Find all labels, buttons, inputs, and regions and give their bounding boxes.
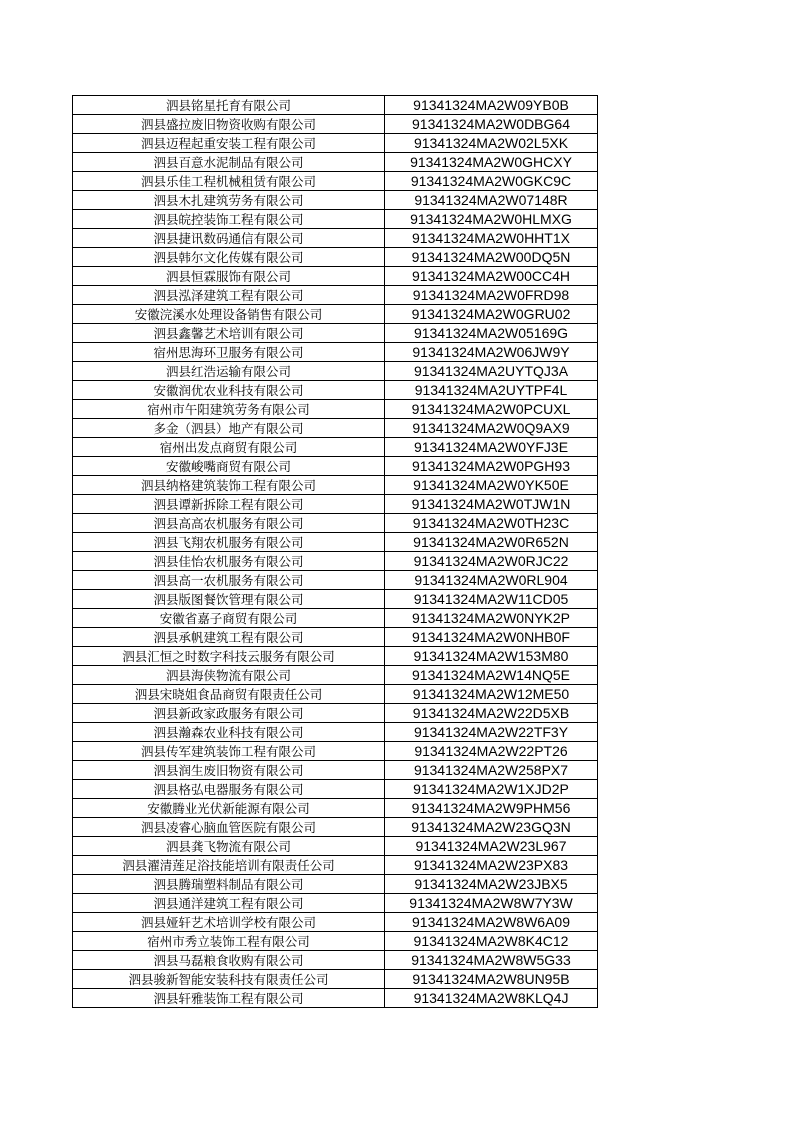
credit-code-cell: 91341324MA2W22D5XB xyxy=(385,704,598,723)
table-body xyxy=(73,96,598,1008)
company-name-cell: 泗县恒霖服饰有限公司 xyxy=(73,267,385,286)
table-row xyxy=(73,134,598,153)
table-row xyxy=(73,666,598,685)
company-name-cell: 泗县凌睿心脑血管医院有限公司 xyxy=(73,818,385,837)
company-name-cell: 宿州思海环卫服务有限公司 xyxy=(73,343,385,362)
table-row xyxy=(73,818,598,837)
credit-code-cell: 91341324MA2W11CD05 xyxy=(385,590,598,609)
credit-code-cell: 91341324MA2W0Q9AX9 xyxy=(385,419,598,438)
table-row xyxy=(73,989,598,1008)
table-row xyxy=(73,742,598,761)
credit-code-cell: 91341324MA2W8W6A09 xyxy=(385,913,598,932)
credit-code-cell: 91341324MA2W23PX83 xyxy=(385,856,598,875)
table-row xyxy=(73,609,598,628)
table-row xyxy=(73,172,598,191)
company-name-cell: 泗县皖控装饰工程有限公司 xyxy=(73,210,385,229)
company-name-cell: 泗县飞翔农机服务有限公司 xyxy=(73,533,385,552)
table-row xyxy=(73,856,598,875)
table-row xyxy=(73,837,598,856)
credit-code-cell: 91341324MA2W00DQ5N xyxy=(385,248,598,267)
company-name-cell: 泗县新政家政服务有限公司 xyxy=(73,704,385,723)
table-row xyxy=(73,191,598,210)
company-name-cell: 宿州出发点商贸有限公司 xyxy=(73,438,385,457)
credit-code-cell: 91341324MA2W14NQ5E xyxy=(385,666,598,685)
table-row xyxy=(73,799,598,818)
credit-code-cell: 91341324MA2W0HHT1X xyxy=(385,229,598,248)
credit-code-cell: 91341324MA2W06JW9Y xyxy=(385,343,598,362)
credit-code-cell: 91341324MA2W0RL904 xyxy=(385,571,598,590)
table-row xyxy=(73,229,598,248)
company-name-cell: 泗县泓泽建筑工程有限公司 xyxy=(73,286,385,305)
company-name-cell: 泗县龚飞物流有限公司 xyxy=(73,837,385,856)
table-row xyxy=(73,324,598,343)
table-row xyxy=(73,780,598,799)
credit-code-cell: 91341324MA2W09YB0B xyxy=(385,96,598,115)
company-name-cell: 泗县格弘电器服务有限公司 xyxy=(73,780,385,799)
table-row xyxy=(73,419,598,438)
table-row xyxy=(73,305,598,324)
company-name-cell: 泗县乐佳工程机械租赁有限公司 xyxy=(73,172,385,191)
table-row xyxy=(73,267,598,286)
table-row xyxy=(73,153,598,172)
table-row xyxy=(73,400,598,419)
company-name-cell: 泗县承帆建筑工程有限公司 xyxy=(73,628,385,647)
company-name-cell: 多金（泗县）地产有限公司 xyxy=(73,419,385,438)
credit-code-cell: 91341324MA2W1XJD2P xyxy=(385,780,598,799)
company-name-cell: 泗县马磊粮食收购有限公司 xyxy=(73,951,385,970)
company-name-cell: 泗县韩尔文化传媒有限公司 xyxy=(73,248,385,267)
company-name-cell: 泗县高一农机服务有限公司 xyxy=(73,571,385,590)
credit-code-cell: 91341324MA2W02L5XK xyxy=(385,134,598,153)
credit-code-cell: 91341324MA2W22PT26 xyxy=(385,742,598,761)
company-name-cell: 泗县迈程起重安装工程有限公司 xyxy=(73,134,385,153)
company-name-cell: 泗县传军建筑装饰工程有限公司 xyxy=(73,742,385,761)
table-row xyxy=(73,761,598,780)
credit-code-cell: 91341324MA2W8K4C12 xyxy=(385,932,598,951)
company-name-cell: 泗县高高农机服务有限公司 xyxy=(73,514,385,533)
credit-code-cell: 91341324MA2W153M80 xyxy=(385,647,598,666)
company-name-cell: 泗县版图餐饮管理有限公司 xyxy=(73,590,385,609)
company-name-cell: 宿州市午阳建筑劳务有限公司 xyxy=(73,400,385,419)
table-row xyxy=(73,457,598,476)
table-row xyxy=(73,210,598,229)
credit-code-cell: 91341324MA2W0NHB0F xyxy=(385,628,598,647)
table-row xyxy=(73,932,598,951)
credit-code-cell: 91341324MA2W8UN95B xyxy=(385,970,598,989)
credit-code-cell: 91341324MA2UYTQJ3A xyxy=(385,362,598,381)
table-row xyxy=(73,571,598,590)
company-name-cell: 泗县鑫馨艺术培训有限公司 xyxy=(73,324,385,343)
credit-code-cell: 91341324MA2W07148R xyxy=(385,191,598,210)
table-row xyxy=(73,590,598,609)
company-name-cell: 泗县佳怡农机服务有限公司 xyxy=(73,552,385,571)
table-row xyxy=(73,704,598,723)
table-row xyxy=(73,685,598,704)
company-name-cell: 泗县润生废旧物资有限公司 xyxy=(73,761,385,780)
credit-code-cell: 91341324MA2W0GKC9C xyxy=(385,172,598,191)
company-name-cell: 泗县腾瑞塑料制品有限公司 xyxy=(73,875,385,894)
credit-code-cell: 91341324MA2W05169G xyxy=(385,324,598,343)
credit-code-cell: 91341324MA2W23GQ3N xyxy=(385,818,598,837)
company-name-cell: 泗县娅轩艺术培训学校有限公司 xyxy=(73,913,385,932)
company-name-cell: 泗县通洋建筑工程有限公司 xyxy=(73,894,385,913)
company-name-cell: 泗县红浩运输有限公司 xyxy=(73,362,385,381)
credit-code-cell: 91341324MA2W0HLMXG xyxy=(385,210,598,229)
credit-code-cell: 91341324MA2W0TJW1N xyxy=(385,495,598,514)
company-name-cell: 宿州市秀立装饰工程有限公司 xyxy=(73,932,385,951)
credit-code-cell: 91341324MA2W0PCUXL xyxy=(385,400,598,419)
credit-code-cell: 91341324MA2UYTPF4L xyxy=(385,381,598,400)
table-row xyxy=(73,723,598,742)
credit-code-cell: 91341324MA2W258PX7 xyxy=(385,761,598,780)
company-name-cell: 安徽峻嘴商贸有限公司 xyxy=(73,457,385,476)
company-name-cell: 泗县骏新智能安装科技有限责任公司 xyxy=(73,970,385,989)
credit-code-cell: 91341324MA2W8KLQ4J xyxy=(385,989,598,1008)
credit-code-cell: 91341324MA2W12ME50 xyxy=(385,685,598,704)
company-registry-table xyxy=(72,95,598,1008)
company-name-cell: 泗县百意水泥制品有限公司 xyxy=(73,153,385,172)
credit-code-cell: 91341324MA2W0FRD98 xyxy=(385,286,598,305)
table-row xyxy=(73,913,598,932)
credit-code-cell: 91341324MA2W00CC4H xyxy=(385,267,598,286)
company-name-cell: 安徽省嘉子商贸有限公司 xyxy=(73,609,385,628)
company-name-cell: 泗县铭星托育有限公司 xyxy=(73,96,385,115)
company-name-cell: 安徽浣溪水处理设备销售有限公司 xyxy=(73,305,385,324)
credit-code-cell: 91341324MA2W8W5G33 xyxy=(385,951,598,970)
table-row xyxy=(73,951,598,970)
table-row xyxy=(73,552,598,571)
table-row xyxy=(73,970,598,989)
credit-code-cell: 91341324MA2W0NYK2P xyxy=(385,609,598,628)
company-name-cell: 泗县盛拉废旧物资收购有限公司 xyxy=(73,115,385,134)
credit-code-cell: 91341324MA2W0YFJ3E xyxy=(385,438,598,457)
credit-code-cell: 91341324MA2W0RJC22 xyxy=(385,552,598,571)
credit-code-cell: 91341324MA2W0PGH93 xyxy=(385,457,598,476)
company-name-cell: 泗县纳格建筑装饰工程有限公司 xyxy=(73,476,385,495)
credit-code-cell: 91341324MA2W23JBX5 xyxy=(385,875,598,894)
table-row xyxy=(73,115,598,134)
company-name-cell: 泗县海侠物流有限公司 xyxy=(73,666,385,685)
table-row xyxy=(73,875,598,894)
table-row xyxy=(73,438,598,457)
company-name-cell: 泗县汇恒之时数字科技云服务有限公司 xyxy=(73,647,385,666)
company-name-cell: 泗县木扎建筑劳务有限公司 xyxy=(73,191,385,210)
credit-code-cell: 91341324MA2W23L967 xyxy=(385,837,598,856)
company-name-cell: 泗县宋晓姐食品商贸有限责任公司 xyxy=(73,685,385,704)
company-name-cell: 泗县瀚森农业科技有限公司 xyxy=(73,723,385,742)
table-row xyxy=(73,628,598,647)
company-name-cell: 安徽润优农业科技有限公司 xyxy=(73,381,385,400)
table-row xyxy=(73,362,598,381)
table-row xyxy=(73,533,598,552)
credit-code-cell: 91341324MA2W0GHCXY xyxy=(385,153,598,172)
credit-code-cell: 91341324MA2W0R652N xyxy=(385,533,598,552)
credit-code-cell: 91341324MA2W0TH23C xyxy=(385,514,598,533)
table-row xyxy=(73,514,598,533)
table-row xyxy=(73,286,598,305)
table-row xyxy=(73,96,598,115)
company-name-cell: 泗县捷讯数码通信有限公司 xyxy=(73,229,385,248)
credit-code-cell: 91341324MA2W8W7Y3W xyxy=(385,894,598,913)
credit-code-cell: 91341324MA2W0YK50E xyxy=(385,476,598,495)
table-row xyxy=(73,495,598,514)
credit-code-cell: 91341324MA2W0GRU02 xyxy=(385,305,598,324)
company-name-cell: 安徽腾业光伏新能源有限公司 xyxy=(73,799,385,818)
credit-code-cell: 91341324MA2W9PHM56 xyxy=(385,799,598,818)
table-row xyxy=(73,476,598,495)
company-name-cell: 泗县谭新拆除工程有限公司 xyxy=(73,495,385,514)
table-row xyxy=(73,248,598,267)
table-row xyxy=(73,894,598,913)
company-name-cell: 泗县轩雅装饰工程有限公司 xyxy=(73,989,385,1008)
table-row xyxy=(73,381,598,400)
credit-code-cell: 91341324MA2W0DBG64 xyxy=(385,115,598,134)
table-row xyxy=(73,343,598,362)
credit-code-cell: 91341324MA2W22TF3Y xyxy=(385,723,598,742)
company-name-cell: 泗县濯清莲足浴技能培训有限责任公司 xyxy=(73,856,385,875)
table-row xyxy=(73,647,598,666)
